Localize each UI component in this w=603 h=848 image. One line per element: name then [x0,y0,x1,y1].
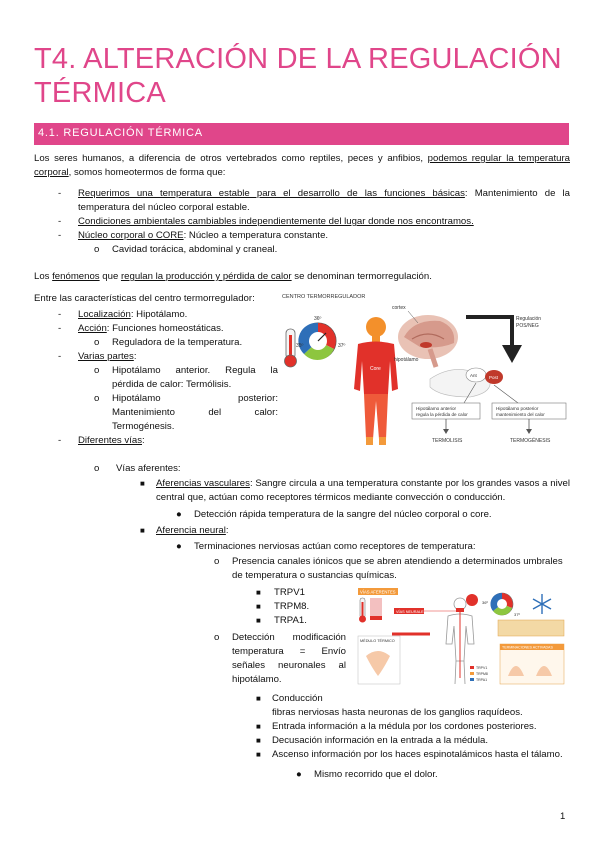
temp-label-35: 35º [296,343,304,349]
list-item: - Varias partes: [58,351,137,362]
legend-trpm8: TRPM8 [476,672,488,676]
anterior-label: Ant [470,373,477,378]
figure-heading: CENTRO TERMORREGULADOR [282,294,366,300]
phenomena-paragraph: Los fenómenos que regulan la producción y pérdida de calor se denominan termorregulación. [34,271,432,282]
temp-36: 36º [482,600,488,605]
gauge-icon [490,593,513,615]
list-item: ● Mismo recorrido que el dolor. [296,769,438,780]
anterior-box-line1: Hipotálamo anterior [416,406,457,411]
title-line-1: T4. ALTERACIÓN DE LA REGULACIÓN [34,43,562,75]
page-title [34,42,574,110]
cortex-label: cortex [392,305,406,311]
list-item: - Requerimos una temperatura estable para el desarrollo de las funciones básicas: Mantenimiento de la temperatura del núcleo corporal estable. [58,188,570,213]
posterior-box-line1: Hipotálamo posterior [496,406,539,411]
list-item: ● Terminaciones nerviosas actúan como receptores de temperatura: [176,541,476,552]
list-item: o Hipotálamo posterior: Mantenimiento del calor: Termogénesis. [94,393,278,432]
posterior-box-line2: mantenimiento del calor [496,412,545,417]
thermolysis-label: TERMOLISIS [432,438,463,444]
list-item: ■ Aferencia neural: [140,525,229,536]
list-item: - Diferentes vías: [58,435,145,446]
section-heading: 4.1. REGULACIÓN TÉRMICA [38,127,203,139]
posterior-label: Post [489,375,499,380]
legend-trpa1: TRPA1 [476,678,488,682]
regulation-posneg-label: POS/NEG [516,323,539,329]
conduction-list: ■ Conducción fibras nerviosas hasta neuronas de los ganglios raquídeos. ■ Entrada información a la médula por los cordones posteriores. ■ Decusación información en la entrada a la médula. ■ Ascenso información por los haces espinotalámicos hasta el tálamo. [256,693,563,760]
terminaciones-label: TERMINACIONES ACTIVADAS [502,645,553,650]
page-number: 1 [560,811,566,822]
list-item: - Localización: Hipotálamo. [58,309,188,320]
human-body-figure [354,317,398,445]
trp-list: ■ TRPV1 ■ TRPM8. ■ TRPA1. [256,587,310,626]
title-line-2: TÉRMICA [34,77,166,109]
homeotherm-list [58,187,570,257]
section-heading-bar [34,123,569,145]
characteristics-intro: Entre las características del centro termorregulador: [34,293,255,304]
vascular-afferents: ■ Aferencias vasculares: Sangre circula a una temperatura constante por los grandes vasos a nivel central que, actúan como receptores térmicos mediante convección o conducción. [140,478,570,503]
list-item: o Vías aferentes: [94,463,181,474]
temp-label-36: 36º [314,316,322,322]
temp-37: 37º [514,612,520,617]
regulation-arrow [466,317,522,363]
intro-paragraph: Los seres humanos, a diferencia de otros vertebrados como reptiles, peces y anfibios, podemos regular la temperatura corporal, somos homeotermos de forma que: [34,153,570,178]
neural-tag-label: VÍAS NEURALES [396,610,427,614]
hypothalamus-label: hipotálamo [394,357,419,363]
detection-item: o Detección modificación temperatura = Envío señales neuronales al hipotálamo. [214,632,346,685]
list-item: - Núcleo corporal o CORE: Núcleo a temperatura constante. [58,230,329,241]
afferent-tag-label: VÍAS AFERENTES [360,589,396,595]
legend-trpv1: TRPV1 [476,666,488,670]
characteristics-list [58,308,278,448]
list-item: ● Detección rápida temperatura de la sangre del núcleo corporal o core. [176,509,492,520]
list-item: - Acción: Funciones homeostáticas. [58,323,224,334]
hypothalamus-zoom [430,368,503,397]
thermogenesis-label: TERMOGÉNESIS [510,438,551,444]
medulo-label: MÉDULO TÉRMICO [360,639,395,643]
regulation-label: Regulación [516,316,542,322]
core-label: Core [370,366,381,372]
list-item: o Hipotálamo anterior. Regula la pérdida de calor: Termólisis. [94,365,278,390]
anterior-box-line2: regula la pérdida de calor [416,412,468,417]
list-item: o Reguladora de la temperatura. [94,337,243,348]
thermoregulation-center-figure [280,289,572,454]
sun-icon [466,594,478,606]
afferent-pathways-figure [352,586,568,688]
ion-channels: o Presencia canales iónicos que se abren atendiendo a determinados umbrales de temperatura o sustancias químicas. [214,556,563,581]
list-item: o Cavidad torácica, abdominal y craneal. [94,244,278,255]
list-item: - Condiciones ambientales cambiables independientemente del lugar donde nos encontramos. [58,216,474,227]
thermometer-icon [359,598,382,623]
temp-label-37: 37º [338,343,346,349]
thermometer-icon [285,323,337,367]
